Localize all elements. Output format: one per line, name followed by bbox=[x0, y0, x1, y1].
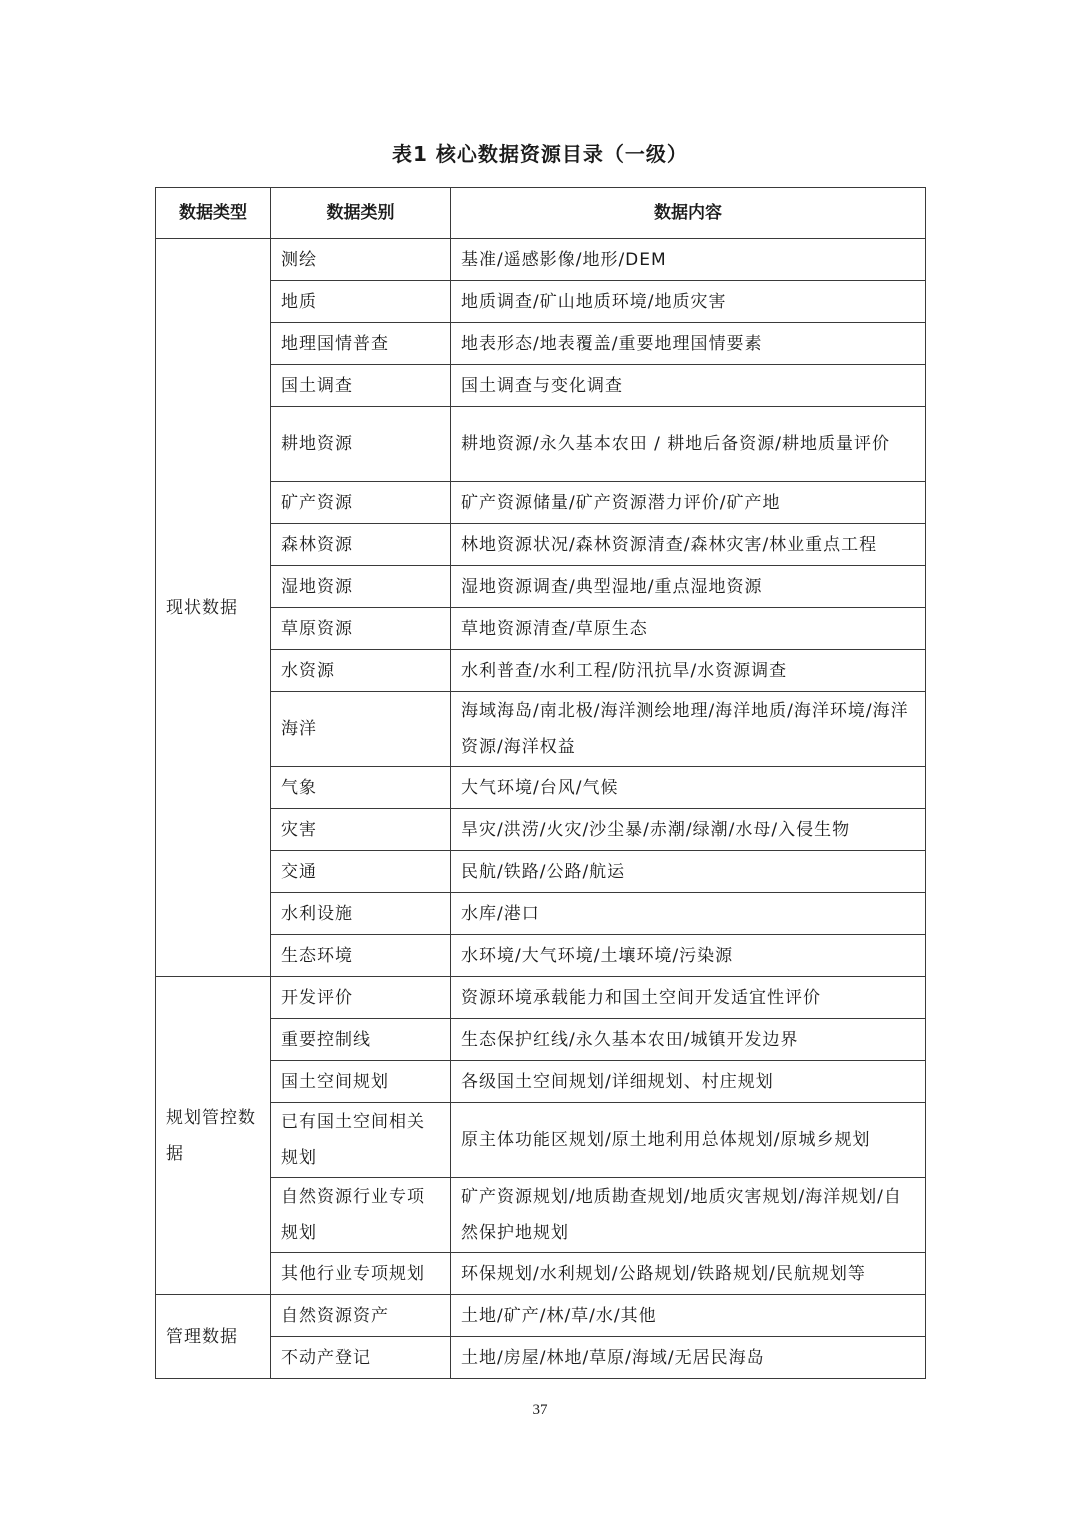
table-row bbox=[156, 239, 926, 281]
table-row bbox=[156, 1061, 926, 1103]
data-catalog-table bbox=[155, 187, 926, 1379]
category-cell: 水资源 bbox=[271, 650, 451, 692]
content-cell: 水环境/大气环境/土壤环境/污染源 bbox=[451, 935, 926, 977]
content-cell: 林地资源状况/森林资源清查/森林灾害/林业重点工程 bbox=[451, 524, 926, 566]
content-cell: 矿产资源规划/地质勘查规划/地质灾害规划/海洋规划/自然保护地规划 bbox=[451, 1178, 926, 1253]
content-cell: 草地资源清查/草原生态 bbox=[451, 608, 926, 650]
category-cell: 交通 bbox=[271, 851, 451, 893]
category-cell: 其他行业专项规划 bbox=[271, 1253, 451, 1295]
content-cell: 地质调查/矿山地质环境/地质灾害 bbox=[451, 281, 926, 323]
table-row bbox=[156, 482, 926, 524]
table-row bbox=[156, 1019, 926, 1061]
table-row bbox=[156, 608, 926, 650]
header-data-type: 数据类型 bbox=[156, 188, 271, 239]
content-cell: 资源环境承载能力和国土空间开发适宜性评价 bbox=[451, 977, 926, 1019]
category-cell: 耕地资源 bbox=[271, 407, 451, 482]
table-row bbox=[156, 365, 926, 407]
category-cell: 湿地资源 bbox=[271, 566, 451, 608]
content-cell: 原主体功能区规划/原土地利用总体规划/原城乡规划 bbox=[451, 1103, 926, 1178]
category-cell: 自然资源行业专项规划 bbox=[271, 1178, 451, 1253]
category-cell: 森林资源 bbox=[271, 524, 451, 566]
category-cell: 矿产资源 bbox=[271, 482, 451, 524]
category-cell: 国土调查 bbox=[271, 365, 451, 407]
category-cell: 测绘 bbox=[271, 239, 451, 281]
category-cell: 已有国土空间相关规划 bbox=[271, 1103, 451, 1178]
category-cell: 地理国情普查 bbox=[271, 323, 451, 365]
content-cell: 水利普查/水利工程/防汛抗旱/水资源调查 bbox=[451, 650, 926, 692]
table-row bbox=[156, 935, 926, 977]
header-row bbox=[156, 188, 926, 239]
page-number: 37 bbox=[532, 1402, 548, 1418]
category-cell: 自然资源资产 bbox=[271, 1295, 451, 1337]
content-cell: 海域海岛/南北极/海洋测绘地理/海洋地质/海洋环境/海洋资源/海洋权益 bbox=[451, 692, 926, 767]
content-cell: 大气环境/台风/气候 bbox=[451, 767, 926, 809]
table-row bbox=[156, 323, 926, 365]
content-cell: 土地/房屋/林地/草原/海域/无居民海岛 bbox=[451, 1337, 926, 1379]
content-cell: 耕地资源/永久基本农田 / 耕地后备资源/耕地质量评价 bbox=[451, 407, 926, 482]
header-data-content: 数据内容 bbox=[451, 188, 926, 239]
category-cell: 国土空间规划 bbox=[271, 1061, 451, 1103]
table-row bbox=[156, 566, 926, 608]
table-row bbox=[156, 524, 926, 566]
content-cell: 地表形态/地表覆盖/重要地理国情要素 bbox=[451, 323, 926, 365]
content-cell: 生态保护红线/永久基本农田/城镇开发边界 bbox=[451, 1019, 926, 1061]
table-row bbox=[156, 692, 926, 767]
category-cell: 地质 bbox=[271, 281, 451, 323]
category-cell: 草原资源 bbox=[271, 608, 451, 650]
header-data-category: 数据类别 bbox=[271, 188, 451, 239]
group-type-cell: 规划管控数据 bbox=[156, 977, 271, 1295]
table-row bbox=[156, 809, 926, 851]
content-cell: 国土调查与变化调查 bbox=[451, 365, 926, 407]
content-cell: 环保规划/水利规划/公路规划/铁路规划/民航规划等 bbox=[451, 1253, 926, 1295]
table-title: 表1 核心数据资源目录（一级） bbox=[392, 142, 688, 166]
table-row bbox=[156, 767, 926, 809]
category-cell: 不动产登记 bbox=[271, 1337, 451, 1379]
table-row bbox=[156, 1103, 926, 1178]
table-row bbox=[156, 1253, 926, 1295]
category-cell: 灾害 bbox=[271, 809, 451, 851]
table-row bbox=[156, 893, 926, 935]
table-row bbox=[156, 650, 926, 692]
table-row bbox=[156, 1178, 926, 1253]
content-cell: 湿地资源调查/典型湿地/重点湿地资源 bbox=[451, 566, 926, 608]
content-cell: 基准/遥感影像/地形/DEM bbox=[451, 239, 926, 281]
content-cell: 民航/铁路/公路/航运 bbox=[451, 851, 926, 893]
group-type-cell: 现状数据 bbox=[156, 239, 271, 977]
content-cell: 水库/港口 bbox=[451, 893, 926, 935]
category-cell: 气象 bbox=[271, 767, 451, 809]
table-row bbox=[156, 407, 926, 482]
category-cell: 开发评价 bbox=[271, 977, 451, 1019]
content-cell: 各级国土空间规划/详细规划、村庄规划 bbox=[451, 1061, 926, 1103]
table-row bbox=[156, 1337, 926, 1379]
category-cell: 重要控制线 bbox=[271, 1019, 451, 1061]
category-cell: 海洋 bbox=[271, 692, 451, 767]
table-row bbox=[156, 281, 926, 323]
category-cell: 生态环境 bbox=[271, 935, 451, 977]
content-cell: 旱灾/洪涝/火灾/沙尘暴/赤潮/绿潮/水母/入侵生物 bbox=[451, 809, 926, 851]
table-row bbox=[156, 851, 926, 893]
table-row bbox=[156, 977, 926, 1019]
group-type-cell: 管理数据 bbox=[156, 1295, 271, 1379]
content-cell: 土地/矿产/林/草/水/其他 bbox=[451, 1295, 926, 1337]
table-row bbox=[156, 1295, 926, 1337]
content-cell: 矿产资源储量/矿产资源潜力评价/矿产地 bbox=[451, 482, 926, 524]
category-cell: 水利设施 bbox=[271, 893, 451, 935]
